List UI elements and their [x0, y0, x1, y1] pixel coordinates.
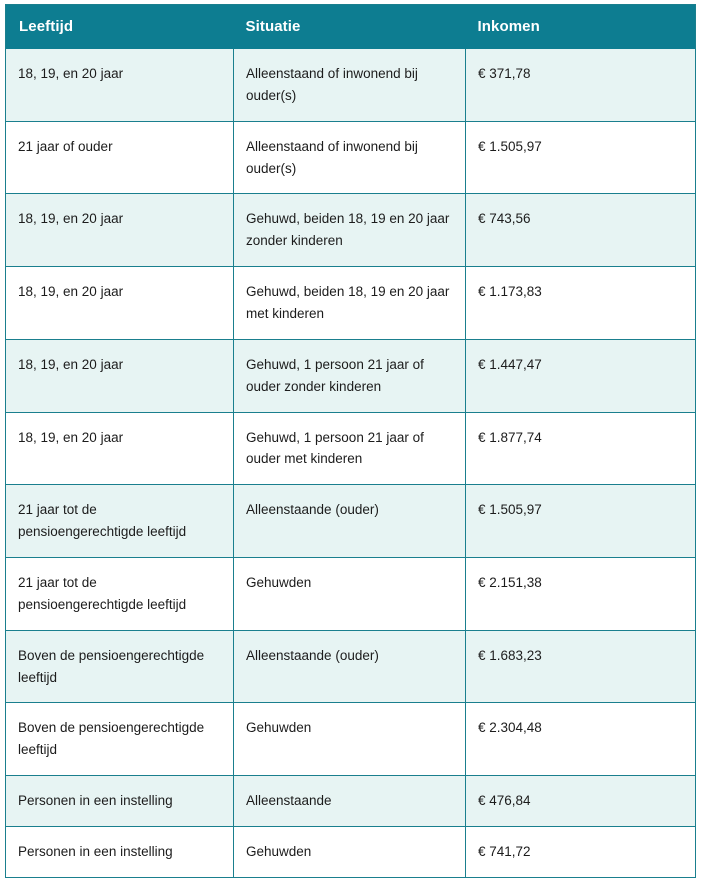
cell-leeftijd: [6, 121, 234, 194]
cell-inkomen: [466, 558, 696, 631]
cell-situatie: [234, 339, 466, 412]
cell-inkomen: [466, 827, 696, 878]
cell-leeftijd: [6, 776, 234, 827]
table-row: [6, 558, 696, 631]
table-header-row: [6, 5, 696, 50]
cell-situatie-text: Gehuwd, 1 persoon 21 jaar of ouder met kinderen: [246, 429, 424, 467]
table-body: [6, 49, 696, 877]
cell-inkomen: [466, 121, 696, 194]
cell-inkomen-text: € 1.505,97: [478, 502, 542, 518]
table-row: [6, 703, 696, 776]
cell-leeftijd: [6, 558, 234, 631]
column-header-leeftijd: Leeftijd: [6, 5, 234, 50]
cell-situatie: [234, 121, 466, 194]
cell-inkomen-text: € 371,78: [478, 66, 531, 81]
cell-inkomen: [466, 339, 696, 412]
cell-inkomen-text: € 743,56: [478, 211, 531, 227]
cell-inkomen-text: € 2.304,48: [478, 720, 542, 736]
cell-inkomen: [466, 703, 696, 776]
table-header: [6, 5, 696, 50]
cell-leeftijd: [6, 703, 234, 776]
cell-situatie: [234, 703, 466, 776]
cell-situatie-text: Gehuwden: [246, 720, 312, 736]
cell-inkomen-text: € 1.447,47: [478, 356, 542, 372]
cell-leeftijd: [6, 630, 234, 703]
cell-situatie: [234, 194, 466, 267]
cell-situatie-text: Alleenstaand of inwonend bij ouder(s): [246, 66, 418, 103]
cell-situatie: [234, 267, 466, 340]
table-row: [6, 827, 696, 878]
cell-inkomen-text: € 1.877,74: [478, 429, 542, 445]
table-row: [6, 485, 696, 558]
cell-inkomen-text: € 1.683,23: [478, 647, 542, 663]
table-row: [6, 339, 696, 412]
table-row: [6, 630, 696, 703]
cell-situatie-text: Alleenstaand of inwonend bij ouder(s): [246, 138, 418, 176]
cell-inkomen-text: € 1.505,97: [478, 138, 542, 154]
cell-situatie-text: Gehuwden: [246, 575, 312, 591]
cell-inkomen-text: € 741,72: [478, 844, 531, 860]
cell-situatie: [234, 776, 466, 827]
cell-inkomen: [466, 49, 696, 121]
cell-leeftijd-text: 18, 19, en 20 jaar: [18, 284, 124, 300]
cell-inkomen-text: € 476,84: [478, 793, 531, 809]
cell-situatie-text: Alleenstaande (ouder): [246, 647, 379, 663]
cell-situatie-text: Alleenstaande (ouder): [246, 502, 379, 518]
cell-leeftijd-text: 18, 19, en 20 jaar: [18, 66, 124, 81]
cell-leeftijd-text: Boven de pensioengerechtigde leeftijd: [18, 647, 205, 685]
cell-situatie-text: Alleenstaande: [246, 793, 332, 809]
cell-situatie-text: Gehuwd, beiden 18, 19 en 20 jaar zonder kinderen: [246, 211, 450, 249]
cell-inkomen-text: € 2.151,38: [478, 575, 542, 591]
table-row: [6, 776, 696, 827]
cell-leeftijd: [6, 267, 234, 340]
cell-leeftijd: [6, 412, 234, 485]
cell-leeftijd-text: 21 jaar tot de pensioengerechtigde leeftijd: [18, 502, 187, 540]
cell-situatie: [234, 630, 466, 703]
cell-leeftijd-text: 18, 19, en 20 jaar: [18, 211, 124, 227]
cell-situatie: [234, 827, 466, 878]
cell-leeftijd-text: Boven de pensioengerechtigde leeftijd: [18, 720, 205, 758]
cell-leeftijd: [6, 49, 234, 121]
cell-inkomen: [466, 194, 696, 267]
cell-situatie: [234, 485, 466, 558]
column-header-situatie: Situatie: [234, 5, 466, 50]
cell-situatie-text: Gehuwden: [246, 844, 312, 860]
cell-inkomen: [466, 267, 696, 340]
table-row: [6, 49, 696, 121]
cell-inkomen-text: € 1.173,83: [478, 284, 542, 300]
cell-inkomen: [466, 630, 696, 703]
cell-situatie: [234, 558, 466, 631]
cell-leeftijd-text: Personen in een instelling: [18, 793, 173, 809]
table-row: [6, 194, 696, 267]
cell-leeftijd-text: 18, 19, en 20 jaar: [18, 356, 124, 372]
table-row: [6, 267, 696, 340]
cell-inkomen: [466, 776, 696, 827]
cell-leeftijd-text: 21 jaar tot de pensioengerechtigde leeftijd: [18, 575, 187, 612]
cell-inkomen: [466, 412, 696, 485]
cell-leeftijd: [6, 339, 234, 412]
cell-leeftijd-text: 21 jaar of ouder: [18, 138, 113, 154]
cell-leeftijd: [6, 485, 234, 558]
cell-leeftijd-text: 18, 19, en 20 jaar: [18, 429, 124, 445]
cell-leeftijd: [6, 827, 234, 878]
column-header-inkomen: Inkomen: [466, 5, 696, 50]
cell-situatie-text: Gehuwd, beiden 18, 19 en 20 jaar met kinderen: [246, 284, 450, 322]
benefit-amounts-table: [5, 4, 696, 878]
cell-inkomen: [466, 485, 696, 558]
cell-leeftijd-text: Personen in een instelling: [18, 844, 173, 860]
cell-situatie-text: Gehuwd, 1 persoon 21 jaar of ouder zonder kinderen: [246, 356, 424, 394]
cell-situatie: [234, 49, 466, 121]
table-row: [6, 121, 696, 194]
cell-leeftijd: [6, 194, 234, 267]
cell-situatie: [234, 412, 466, 485]
table-row: [6, 412, 696, 485]
